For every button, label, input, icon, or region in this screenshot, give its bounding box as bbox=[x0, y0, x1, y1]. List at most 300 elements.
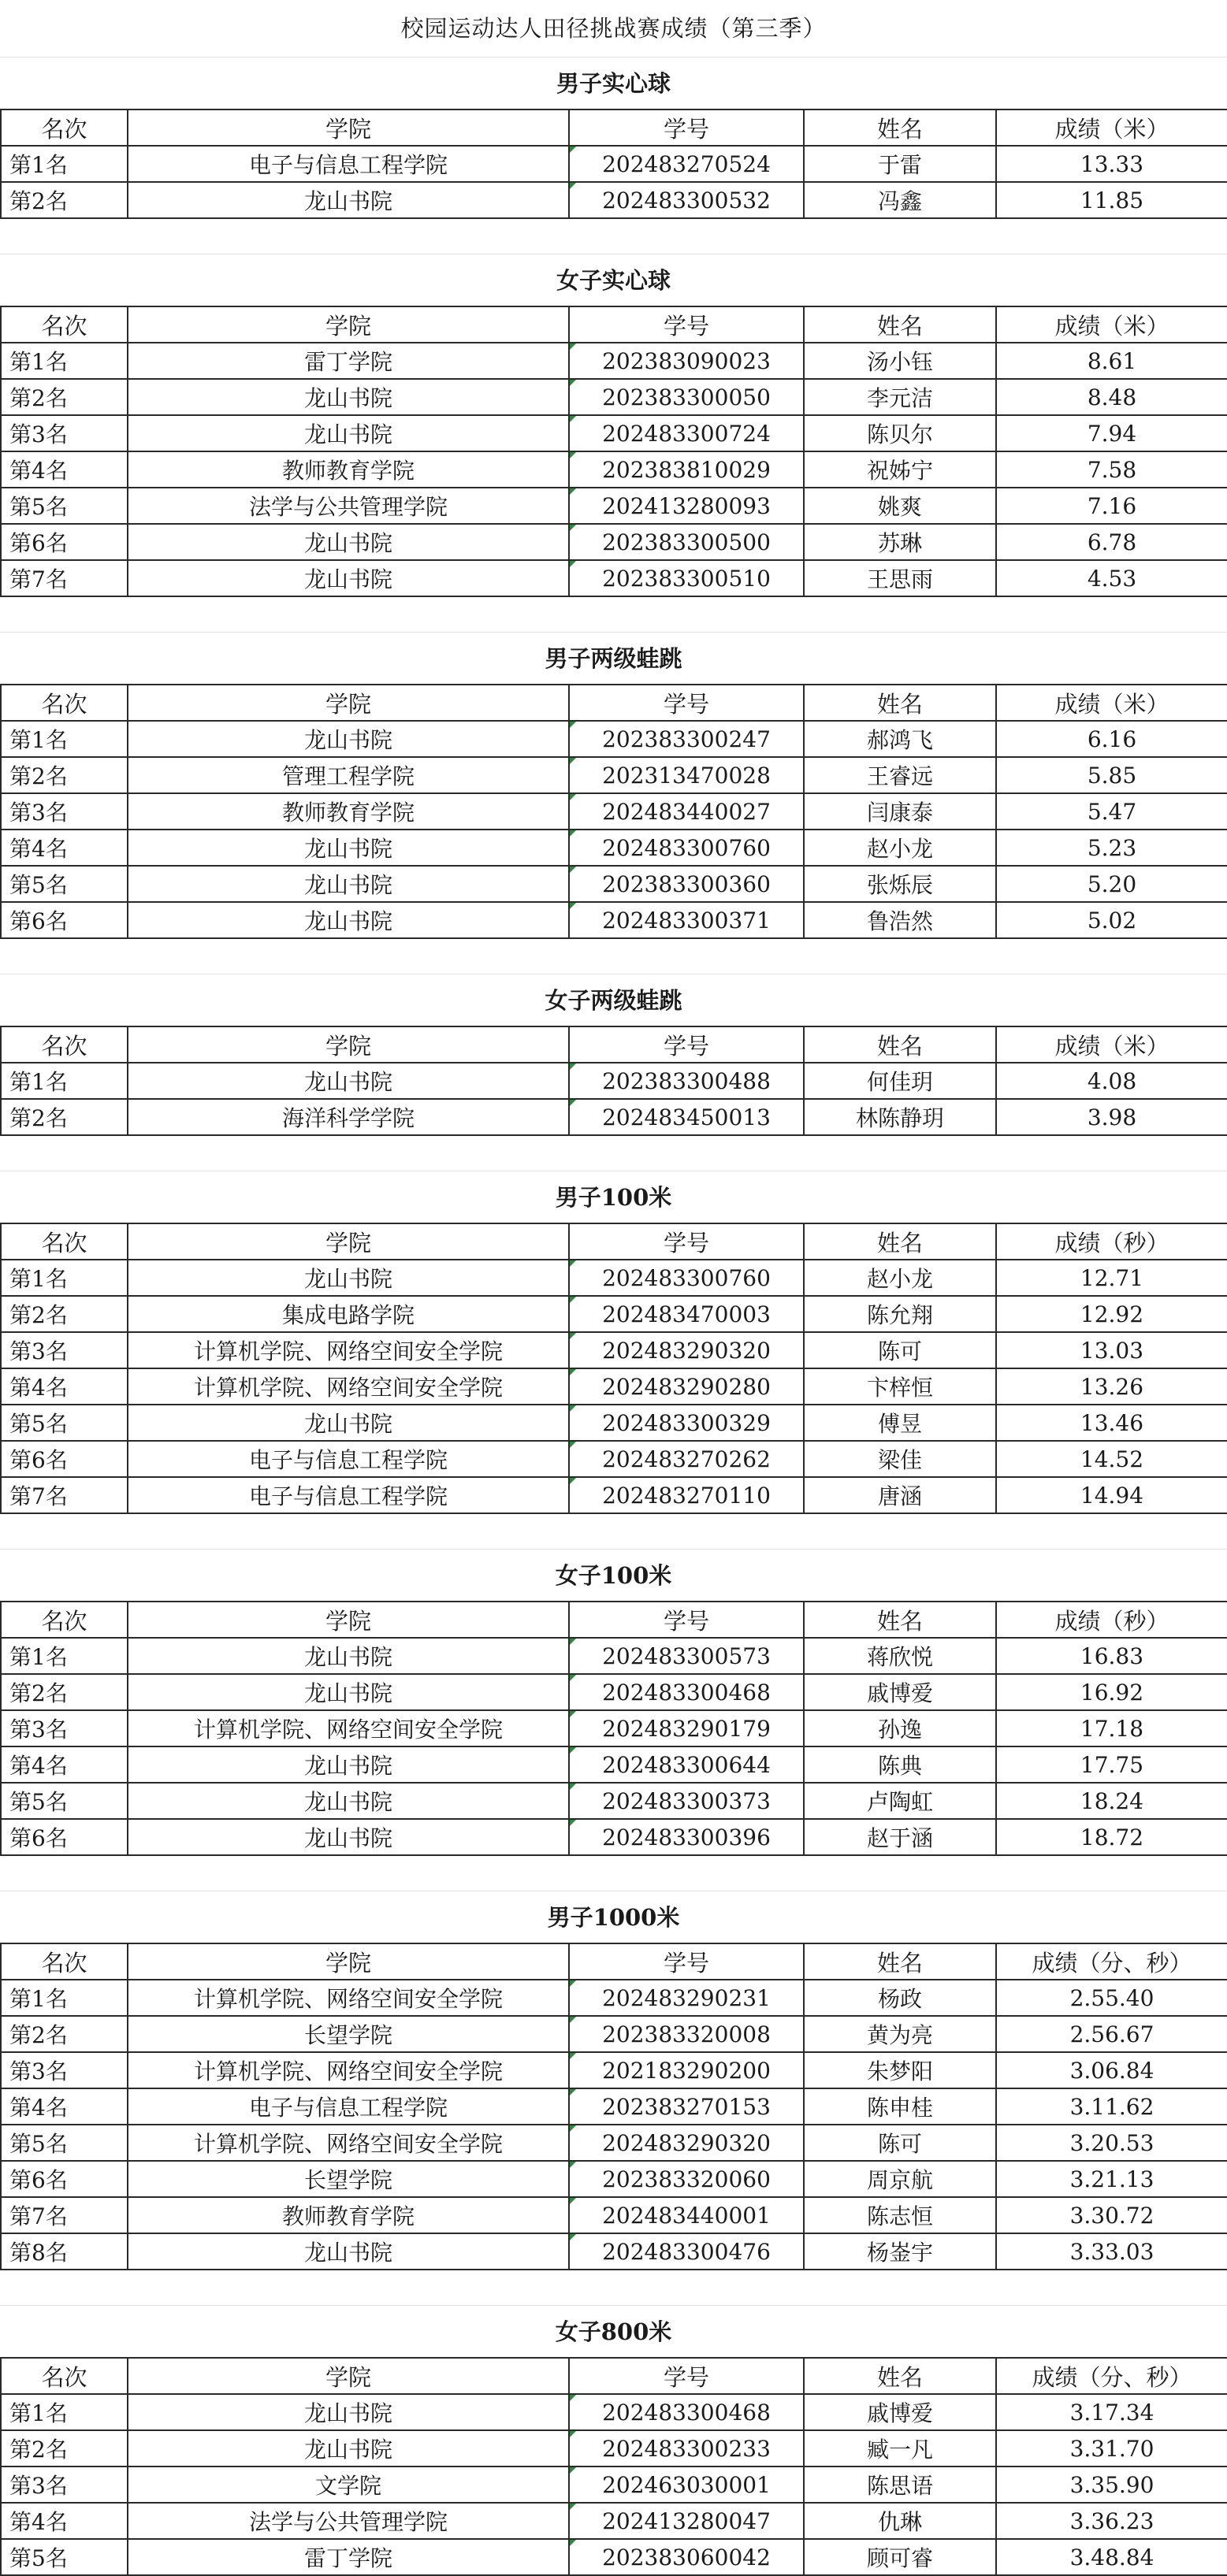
student-id-cell: 202483300573 bbox=[569, 1638, 804, 1674]
section-title: 男子两级蛙跳 bbox=[0, 632, 1227, 684]
results-table bbox=[0, 1026, 1227, 1136]
name-cell: 王睿远 bbox=[804, 757, 996, 793]
rank-cell: 第1名 bbox=[1, 1063, 128, 1099]
college-cell: 海洋科学学院 bbox=[128, 1099, 569, 1135]
column-header: 名次 bbox=[1, 1026, 128, 1063]
student-id-cell: 202483300468 bbox=[569, 2394, 804, 2430]
rank-cell: 第2名 bbox=[1, 379, 128, 415]
results-table bbox=[0, 2357, 1227, 2576]
column-header: 学号 bbox=[569, 306, 804, 343]
student-id-cell: 202483270110 bbox=[569, 1477, 804, 1513]
score-cell: 14.94 bbox=[996, 1477, 1227, 1513]
table-header-row bbox=[1, 1602, 1227, 1638]
score-cell: 2.56.67 bbox=[996, 2016, 1227, 2052]
column-header: 名次 bbox=[1, 306, 128, 343]
column-header: 学院 bbox=[128, 1943, 569, 1980]
table-row bbox=[1, 182, 1227, 218]
student-id-cell: 202483290280 bbox=[569, 1368, 804, 1405]
rank-cell: 第3名 bbox=[1, 793, 128, 830]
score-cell: 8.61 bbox=[996, 343, 1227, 379]
table-row bbox=[1, 1063, 1227, 1099]
table-row bbox=[1, 1368, 1227, 1405]
student-id-cell: 202313470028 bbox=[569, 757, 804, 793]
score-cell: 3.20.53 bbox=[996, 2125, 1227, 2161]
section-title: 女子实心球 bbox=[0, 254, 1227, 306]
college-cell: 教师教育学院 bbox=[128, 2197, 569, 2233]
college-cell: 龙山书院 bbox=[128, 1674, 569, 1710]
student-id-cell: 202183290200 bbox=[569, 2052, 804, 2088]
table-row bbox=[1, 2161, 1227, 2197]
student-id-cell: 202483270524 bbox=[569, 146, 804, 182]
name-cell: 陈思语 bbox=[804, 2467, 996, 2503]
college-cell: 龙山书院 bbox=[128, 1638, 569, 1674]
rank-cell: 第8名 bbox=[1, 2233, 128, 2270]
name-cell: 蒋欣悦 bbox=[804, 1638, 996, 1674]
table-header-row bbox=[1, 1026, 1227, 1063]
rank-cell: 第1名 bbox=[1, 1260, 128, 1296]
table-row bbox=[1, 2016, 1227, 2052]
table-row bbox=[1, 415, 1227, 451]
name-cell: 郝鸿飞 bbox=[804, 721, 996, 757]
column-header: 学号 bbox=[569, 2358, 804, 2394]
rank-cell: 第1名 bbox=[1, 146, 128, 182]
college-cell: 长望学院 bbox=[128, 2161, 569, 2197]
name-cell: 祝姊宁 bbox=[804, 451, 996, 488]
table-header-row bbox=[1, 1223, 1227, 1260]
name-cell: 李元洁 bbox=[804, 379, 996, 415]
table-row bbox=[1, 793, 1227, 830]
rank-cell: 第6名 bbox=[1, 1819, 128, 1855]
college-cell: 龙山书院 bbox=[128, 1819, 569, 1855]
table-header-row bbox=[1, 306, 1227, 343]
name-cell: 于雷 bbox=[804, 146, 996, 182]
column-header: 姓名 bbox=[804, 1943, 996, 1980]
name-cell: 陈允翔 bbox=[804, 1296, 996, 1332]
student-id-cell: 202383300050 bbox=[569, 379, 804, 415]
column-header: 姓名 bbox=[804, 2358, 996, 2394]
name-cell: 汤小钰 bbox=[804, 343, 996, 379]
table-row bbox=[1, 146, 1227, 182]
student-id-cell: 202483470003 bbox=[569, 1296, 804, 1332]
rank-cell: 第7名 bbox=[1, 2197, 128, 2233]
name-cell: 臧一凡 bbox=[804, 2430, 996, 2467]
column-header: 学号 bbox=[569, 109, 804, 146]
table-row bbox=[1, 1710, 1227, 1746]
college-cell: 计算机学院、网络空间安全学院 bbox=[128, 1332, 569, 1368]
college-cell: 电子与信息工程学院 bbox=[128, 2088, 569, 2125]
table-header-row bbox=[1, 1943, 1227, 1980]
student-id-cell: 202383270153 bbox=[569, 2088, 804, 2125]
column-header: 学院 bbox=[128, 1223, 569, 1260]
college-cell: 龙山书院 bbox=[128, 1783, 569, 1819]
table-row bbox=[1, 2088, 1227, 2125]
score-cell: 18.72 bbox=[996, 1819, 1227, 1855]
rank-cell: 第4名 bbox=[1, 2503, 128, 2539]
column-header: 学号 bbox=[569, 1026, 804, 1063]
college-cell: 龙山书院 bbox=[128, 1746, 569, 1783]
college-cell: 雷丁学院 bbox=[128, 343, 569, 379]
section-spacer bbox=[0, 1514, 1227, 1549]
table-row bbox=[1, 2467, 1227, 2503]
score-cell: 16.83 bbox=[996, 1638, 1227, 1674]
table-row bbox=[1, 488, 1227, 524]
rank-cell: 第1名 bbox=[1, 2394, 128, 2430]
score-cell: 12.92 bbox=[996, 1296, 1227, 1332]
rank-cell: 第3名 bbox=[1, 2052, 128, 2088]
section-title: 男子100米 bbox=[0, 1171, 1227, 1223]
results-table bbox=[0, 684, 1227, 939]
student-id-cell: 202483300644 bbox=[569, 1746, 804, 1783]
table-row bbox=[1, 1783, 1227, 1819]
college-cell: 电子与信息工程学院 bbox=[128, 1441, 569, 1477]
rank-cell: 第2名 bbox=[1, 1099, 128, 1135]
rank-cell: 第5名 bbox=[1, 1783, 128, 1819]
college-cell: 龙山书院 bbox=[128, 830, 569, 866]
section-title: 女子100米 bbox=[0, 1549, 1227, 1601]
student-id-cell: 202463030001 bbox=[569, 2467, 804, 2503]
score-cell: 18.24 bbox=[996, 1783, 1227, 1819]
student-id-cell: 202483300468 bbox=[569, 1674, 804, 1710]
score-cell: 7.16 bbox=[996, 488, 1227, 524]
name-cell: 周京航 bbox=[804, 2161, 996, 2197]
table-row bbox=[1, 721, 1227, 757]
name-cell: 苏琳 bbox=[804, 524, 996, 560]
column-header: 名次 bbox=[1, 1602, 128, 1638]
score-cell: 3.06.84 bbox=[996, 2052, 1227, 2088]
score-cell: 2.55.40 bbox=[996, 1980, 1227, 2016]
column-header: 姓名 bbox=[804, 1602, 996, 1638]
student-id-cell: 202483300396 bbox=[569, 1819, 804, 1855]
rank-cell: 第3名 bbox=[1, 1332, 128, 1368]
column-header: 学院 bbox=[128, 1026, 569, 1063]
table-row bbox=[1, 1477, 1227, 1513]
score-cell: 13.46 bbox=[996, 1405, 1227, 1441]
rank-cell: 第6名 bbox=[1, 902, 128, 938]
score-cell: 7.94 bbox=[996, 415, 1227, 451]
rank-cell: 第4名 bbox=[1, 1746, 128, 1783]
table-row bbox=[1, 866, 1227, 902]
column-header: 成绩（米） bbox=[996, 1026, 1227, 1063]
score-cell: 16.92 bbox=[996, 1674, 1227, 1710]
score-cell: 13.03 bbox=[996, 1332, 1227, 1368]
rank-cell: 第2名 bbox=[1, 757, 128, 793]
rank-cell: 第5名 bbox=[1, 866, 128, 902]
column-header: 成绩（米） bbox=[996, 306, 1227, 343]
rank-cell: 第4名 bbox=[1, 830, 128, 866]
results-table bbox=[0, 1601, 1227, 1856]
column-header: 名次 bbox=[1, 109, 128, 146]
results-table bbox=[0, 1943, 1227, 2270]
college-cell: 集成电路学院 bbox=[128, 1296, 569, 1332]
table-row bbox=[1, 830, 1227, 866]
name-cell: 赵小龙 bbox=[804, 830, 996, 866]
name-cell: 闫康泰 bbox=[804, 793, 996, 830]
score-cell: 3.33.03 bbox=[996, 2233, 1227, 2270]
student-id-cell: 202483300476 bbox=[569, 2233, 804, 2270]
table-row bbox=[1, 1746, 1227, 1783]
table-row bbox=[1, 1441, 1227, 1477]
rank-cell: 第3名 bbox=[1, 415, 128, 451]
score-cell: 3.35.90 bbox=[996, 2467, 1227, 2503]
college-cell: 龙山书院 bbox=[128, 866, 569, 902]
student-id-cell: 202383300360 bbox=[569, 866, 804, 902]
college-cell: 龙山书院 bbox=[128, 2233, 569, 2270]
section-spacer bbox=[0, 219, 1227, 254]
student-id-cell: 202483300532 bbox=[569, 182, 804, 218]
column-header: 名次 bbox=[1, 1943, 128, 1980]
table-row bbox=[1, 1674, 1227, 1710]
name-cell: 陈申桂 bbox=[804, 2088, 996, 2125]
student-id-cell: 202483300373 bbox=[569, 1783, 804, 1819]
section-spacer bbox=[0, 597, 1227, 632]
student-id-cell: 202413280047 bbox=[569, 2503, 804, 2539]
name-cell: 朱梦阳 bbox=[804, 2052, 996, 2088]
score-cell: 14.52 bbox=[996, 1441, 1227, 1477]
table-row bbox=[1, 1099, 1227, 1135]
column-header: 成绩（米） bbox=[996, 685, 1227, 721]
rank-cell: 第2名 bbox=[1, 2016, 128, 2052]
rank-cell: 第1名 bbox=[1, 343, 128, 379]
table-header-row bbox=[1, 685, 1227, 721]
score-cell: 7.58 bbox=[996, 451, 1227, 488]
name-cell: 陈可 bbox=[804, 1332, 996, 1368]
rank-cell: 第5名 bbox=[1, 2125, 128, 2161]
rank-cell: 第6名 bbox=[1, 2161, 128, 2197]
score-cell: 5.47 bbox=[996, 793, 1227, 830]
name-cell: 冯鑫 bbox=[804, 182, 996, 218]
column-header: 学号 bbox=[569, 1602, 804, 1638]
results-table bbox=[0, 109, 1227, 219]
student-id-cell: 202483300233 bbox=[569, 2430, 804, 2467]
rank-cell: 第2名 bbox=[1, 1674, 128, 1710]
college-cell: 龙山书院 bbox=[128, 1063, 569, 1099]
student-id-cell: 202483450013 bbox=[569, 1099, 804, 1135]
college-cell: 龙山书院 bbox=[128, 415, 569, 451]
rank-cell: 第7名 bbox=[1, 560, 128, 596]
table-row bbox=[1, 379, 1227, 415]
student-id-cell: 202413280093 bbox=[569, 488, 804, 524]
section-title: 男子实心球 bbox=[0, 57, 1227, 109]
score-cell: 3.30.72 bbox=[996, 2197, 1227, 2233]
rank-cell: 第2名 bbox=[1, 2430, 128, 2467]
name-cell: 卞梓恒 bbox=[804, 1368, 996, 1405]
score-cell: 6.16 bbox=[996, 721, 1227, 757]
name-cell: 仇琳 bbox=[804, 2503, 996, 2539]
name-cell: 唐涵 bbox=[804, 1477, 996, 1513]
name-cell: 张烁辰 bbox=[804, 866, 996, 902]
table-row bbox=[1, 343, 1227, 379]
column-header: 名次 bbox=[1, 2358, 128, 2394]
name-cell: 戚博爱 bbox=[804, 2394, 996, 2430]
student-id-cell: 202483440027 bbox=[569, 793, 804, 830]
section-title: 男子1000米 bbox=[0, 1891, 1227, 1943]
column-header: 名次 bbox=[1, 1223, 128, 1260]
table-row bbox=[1, 2430, 1227, 2467]
college-cell: 管理工程学院 bbox=[128, 757, 569, 793]
column-header: 学号 bbox=[569, 1223, 804, 1260]
score-cell: 17.75 bbox=[996, 1746, 1227, 1783]
student-id-cell: 202383300500 bbox=[569, 524, 804, 560]
rank-cell: 第5名 bbox=[1, 1405, 128, 1441]
column-header: 姓名 bbox=[804, 306, 996, 343]
table-row bbox=[1, 451, 1227, 488]
college-cell: 龙山书院 bbox=[128, 902, 569, 938]
rank-cell: 第2名 bbox=[1, 182, 128, 218]
student-id-cell: 202483300760 bbox=[569, 1260, 804, 1296]
table-header-row bbox=[1, 2358, 1227, 2394]
table-row bbox=[1, 1332, 1227, 1368]
rank-cell: 第5名 bbox=[1, 2539, 128, 2575]
rank-cell: 第1名 bbox=[1, 721, 128, 757]
name-cell: 赵于涵 bbox=[804, 1819, 996, 1855]
table-row bbox=[1, 1638, 1227, 1674]
column-header: 学号 bbox=[569, 685, 804, 721]
college-cell: 法学与公共管理学院 bbox=[128, 2503, 569, 2539]
table-row bbox=[1, 902, 1227, 938]
table-row bbox=[1, 1260, 1227, 1296]
name-cell: 林陈静玥 bbox=[804, 1099, 996, 1135]
column-header: 姓名 bbox=[804, 685, 996, 721]
rank-cell: 第6名 bbox=[1, 524, 128, 560]
table-row bbox=[1, 2052, 1227, 2088]
name-cell: 傅昱 bbox=[804, 1405, 996, 1441]
college-cell: 电子与信息工程学院 bbox=[128, 1477, 569, 1513]
section-spacer bbox=[0, 2270, 1227, 2305]
college-cell: 龙山书院 bbox=[128, 524, 569, 560]
college-cell: 电子与信息工程学院 bbox=[128, 146, 569, 182]
college-cell: 龙山书院 bbox=[128, 2394, 569, 2430]
name-cell: 王思雨 bbox=[804, 560, 996, 596]
student-id-cell: 202483290179 bbox=[569, 1710, 804, 1746]
results-table bbox=[0, 306, 1227, 597]
column-header: 成绩（分、秒） bbox=[996, 1943, 1227, 1980]
table-header-row bbox=[1, 109, 1227, 146]
student-id-cell: 202483270262 bbox=[569, 1441, 804, 1477]
score-cell: 4.53 bbox=[996, 560, 1227, 596]
student-id-cell: 202383090023 bbox=[569, 343, 804, 379]
column-header: 学院 bbox=[128, 685, 569, 721]
section-spacer bbox=[0, 939, 1227, 974]
column-header: 成绩（秒） bbox=[996, 1223, 1227, 1260]
column-header: 成绩（秒） bbox=[996, 1602, 1227, 1638]
name-cell: 卢陶虹 bbox=[804, 1783, 996, 1819]
rank-cell: 第7名 bbox=[1, 1477, 128, 1513]
score-cell: 8.48 bbox=[996, 379, 1227, 415]
rank-cell: 第3名 bbox=[1, 2467, 128, 2503]
score-cell: 17.18 bbox=[996, 1710, 1227, 1746]
table-row bbox=[1, 757, 1227, 793]
name-cell: 姚爽 bbox=[804, 488, 996, 524]
name-cell: 陈志恒 bbox=[804, 2197, 996, 2233]
college-cell: 雷丁学院 bbox=[128, 2539, 569, 2575]
college-cell: 龙山书院 bbox=[128, 560, 569, 596]
name-cell: 赵小龙 bbox=[804, 1260, 996, 1296]
score-cell: 5.23 bbox=[996, 830, 1227, 866]
name-cell: 黄为亮 bbox=[804, 2016, 996, 2052]
rank-cell: 第4名 bbox=[1, 2088, 128, 2125]
score-cell: 6.78 bbox=[996, 524, 1227, 560]
student-id-cell: 202483440001 bbox=[569, 2197, 804, 2233]
college-cell: 教师教育学院 bbox=[128, 451, 569, 488]
section-title: 女子800米 bbox=[0, 2305, 1227, 2357]
column-header: 学院 bbox=[128, 109, 569, 146]
score-cell: 3.11.62 bbox=[996, 2088, 1227, 2125]
name-cell: 顾可睿 bbox=[804, 2539, 996, 2575]
college-cell: 计算机学院、网络空间安全学院 bbox=[128, 1980, 569, 2016]
score-cell: 11.85 bbox=[996, 182, 1227, 218]
page-title: 校园运动达人田径挑战赛成绩（第三季） bbox=[400, 15, 827, 42]
rank-cell: 第1名 bbox=[1, 1638, 128, 1674]
column-header: 成绩（分、秒） bbox=[996, 2358, 1227, 2394]
rank-cell: 第1名 bbox=[1, 1980, 128, 2016]
college-cell: 教师教育学院 bbox=[128, 793, 569, 830]
name-cell: 杨政 bbox=[804, 1980, 996, 2016]
college-cell: 龙山书院 bbox=[128, 2430, 569, 2467]
student-id-cell: 202383300488 bbox=[569, 1063, 804, 1099]
student-id-cell: 202383060042 bbox=[569, 2539, 804, 2575]
results-container bbox=[0, 57, 1227, 2576]
student-id-cell: 202483300760 bbox=[569, 830, 804, 866]
college-cell: 龙山书院 bbox=[128, 1260, 569, 1296]
column-header: 学院 bbox=[128, 306, 569, 343]
section-title: 女子两级蛙跳 bbox=[0, 974, 1227, 1026]
table-row bbox=[1, 1980, 1227, 2016]
table-row bbox=[1, 2539, 1227, 2575]
score-cell: 3.98 bbox=[996, 1099, 1227, 1135]
student-id-cell: 202483300329 bbox=[569, 1405, 804, 1441]
score-cell: 13.33 bbox=[996, 146, 1227, 182]
table-row bbox=[1, 1819, 1227, 1855]
column-header: 成绩（米） bbox=[996, 109, 1227, 146]
table-row bbox=[1, 2394, 1227, 2430]
score-cell: 5.02 bbox=[996, 902, 1227, 938]
student-id-cell: 202483290231 bbox=[569, 1980, 804, 2016]
score-cell: 3.17.34 bbox=[996, 2394, 1227, 2430]
student-id-cell: 202383300510 bbox=[569, 560, 804, 596]
college-cell: 计算机学院、网络空间安全学院 bbox=[128, 1368, 569, 1405]
table-row bbox=[1, 1296, 1227, 1332]
student-id-cell: 202483290320 bbox=[569, 2125, 804, 2161]
name-cell: 杨崟宇 bbox=[804, 2233, 996, 2270]
college-cell: 龙山书院 bbox=[128, 182, 569, 218]
score-cell: 3.36.23 bbox=[996, 2503, 1227, 2539]
college-cell: 长望学院 bbox=[128, 2016, 569, 2052]
student-id-cell: 202483300724 bbox=[569, 415, 804, 451]
name-cell: 陈典 bbox=[804, 1746, 996, 1783]
college-cell: 龙山书院 bbox=[128, 1405, 569, 1441]
table-row bbox=[1, 1405, 1227, 1441]
rank-cell: 第6名 bbox=[1, 1441, 128, 1477]
column-header: 姓名 bbox=[804, 109, 996, 146]
college-cell: 计算机学院、网络空间安全学院 bbox=[128, 2052, 569, 2088]
college-cell: 龙山书院 bbox=[128, 379, 569, 415]
college-cell: 文学院 bbox=[128, 2467, 569, 2503]
rank-cell: 第5名 bbox=[1, 488, 128, 524]
score-cell: 5.85 bbox=[996, 757, 1227, 793]
column-header: 名次 bbox=[1, 685, 128, 721]
name-cell: 戚博爱 bbox=[804, 1674, 996, 1710]
score-cell: 4.08 bbox=[996, 1063, 1227, 1099]
score-cell: 3.31.70 bbox=[996, 2430, 1227, 2467]
score-cell: 3.48.84 bbox=[996, 2539, 1227, 2575]
score-cell: 13.26 bbox=[996, 1368, 1227, 1405]
table-row bbox=[1, 2197, 1227, 2233]
table-row bbox=[1, 524, 1227, 560]
column-header: 学院 bbox=[128, 1602, 569, 1638]
table-row bbox=[1, 2503, 1227, 2539]
college-cell: 计算机学院、网络空间安全学院 bbox=[128, 1710, 569, 1746]
rank-cell: 第4名 bbox=[1, 1368, 128, 1405]
